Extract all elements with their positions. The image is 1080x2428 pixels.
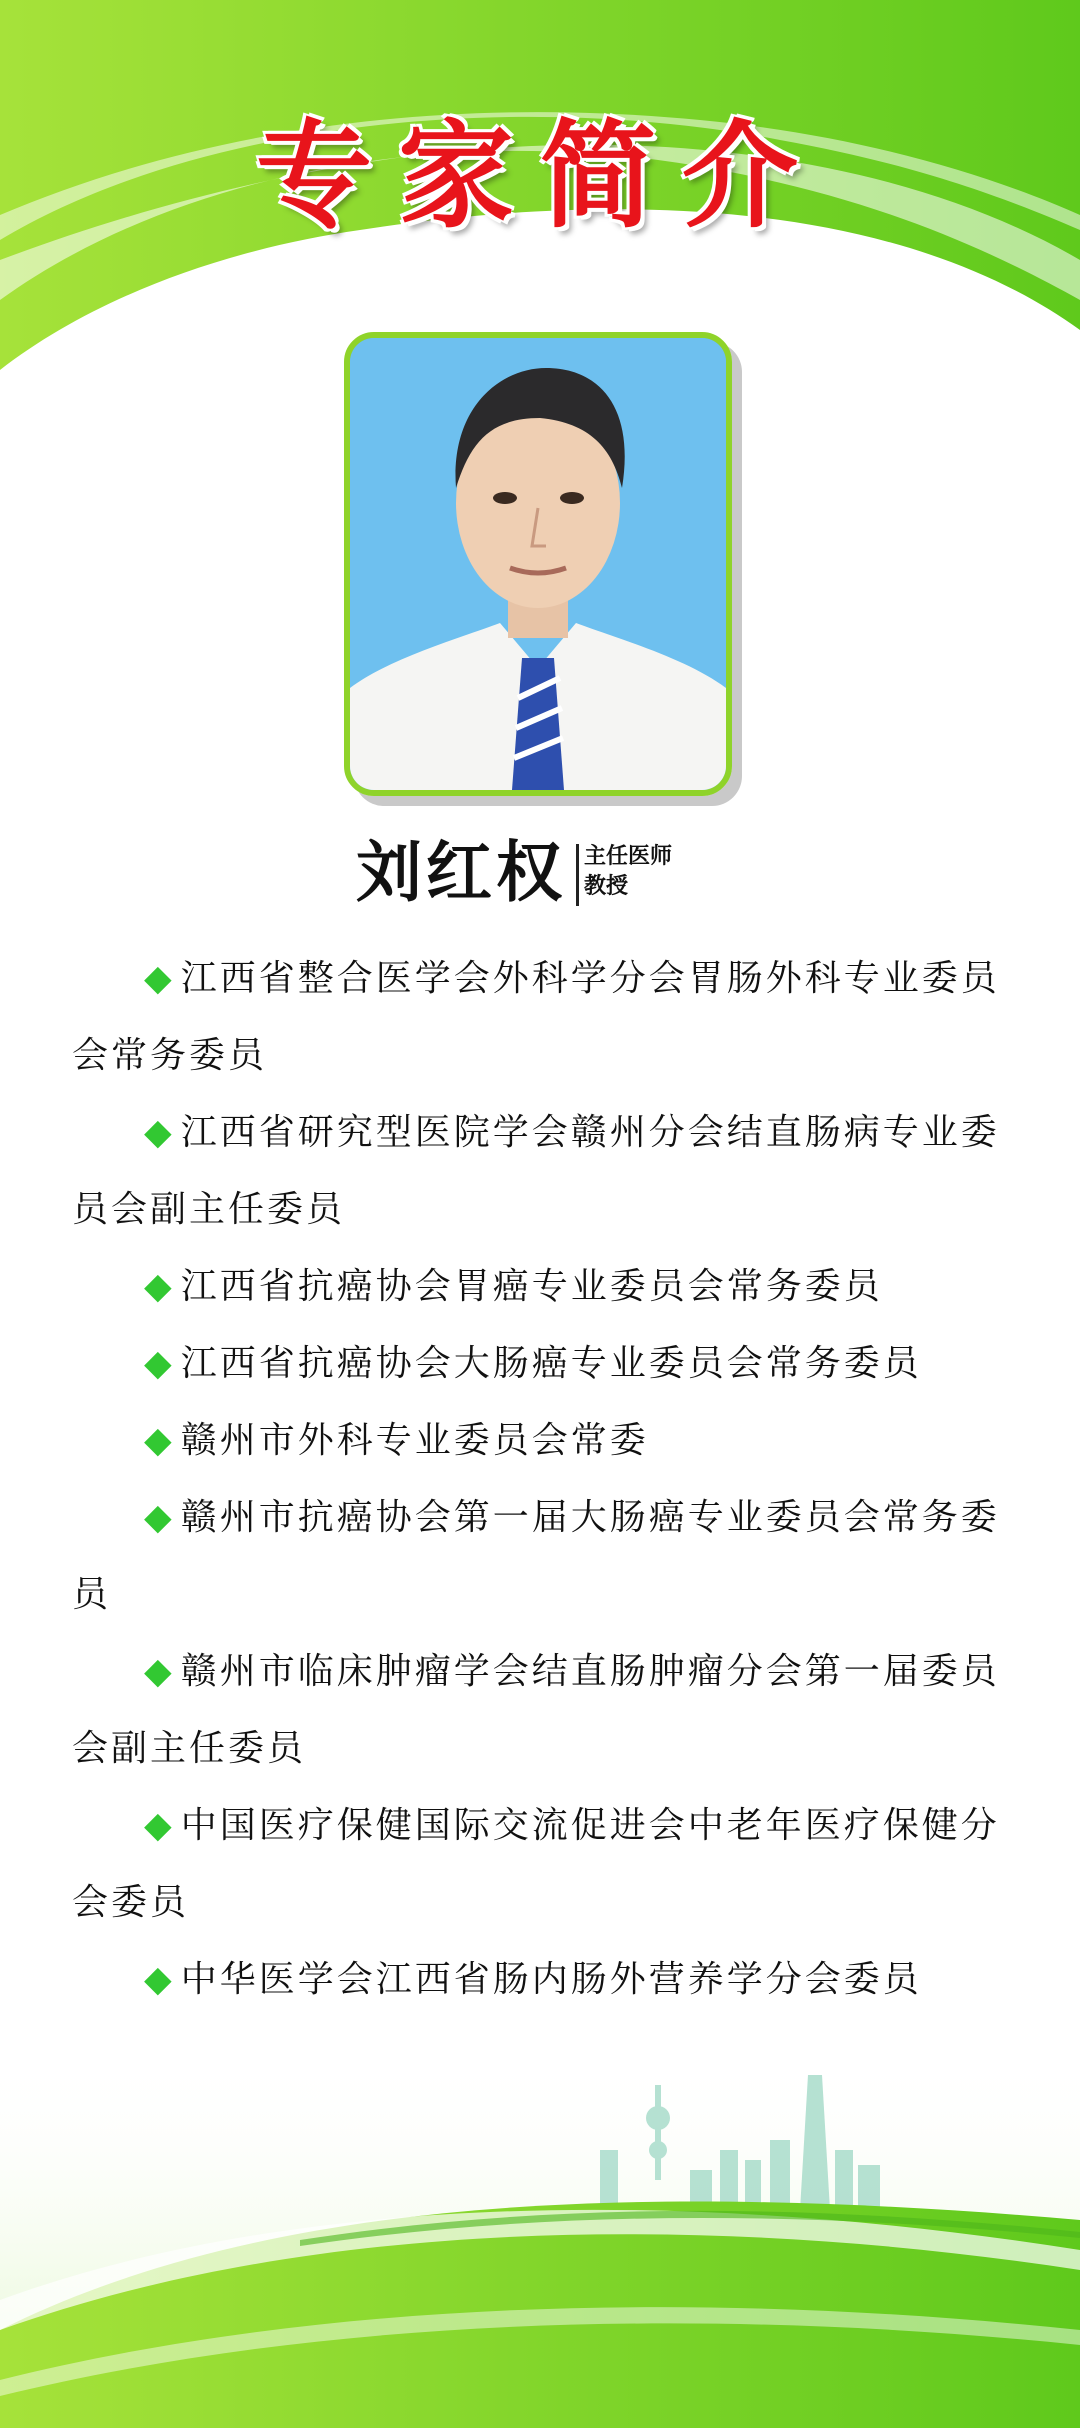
- portrait-photo: [344, 332, 732, 796]
- page-title: 专家简介: [256, 108, 824, 244]
- diamond-bullet-icon: ◆: [144, 1343, 175, 1384]
- list-item: ◆ 赣州市临床肿瘤学会结直肠肿瘤分会第一届委员会副主任委员: [72, 1633, 1016, 1787]
- diamond-bullet-icon: ◆: [144, 1420, 175, 1461]
- diamond-bullet-icon: ◆: [144, 1805, 175, 1846]
- title-chief-physician: 主任医师: [584, 844, 673, 869]
- list-item: ◆ 江西省抗癌协会胃癌专业委员会常务委员: [72, 1248, 1016, 1325]
- diamond-bullet-icon: ◆: [144, 1497, 175, 1538]
- positions-list: [72, 940, 1016, 2018]
- list-item: ◆ 江西省抗癌协会大肠癌专业委员会常务委员: [72, 1325, 1016, 1402]
- list-item: ◆ 江西省研究型医院学会赣州分会结直肠病专业委员会副主任委员: [72, 1094, 1016, 1248]
- list-item: ◆ 赣州市外科专业委员会常委: [72, 1402, 1016, 1479]
- diamond-bullet-icon: ◆: [144, 958, 175, 999]
- diamond-bullet-icon: ◆: [144, 1651, 175, 1692]
- portrait-illustration: [350, 338, 726, 790]
- expert-name: 刘红权: [356, 833, 566, 911]
- name-divider: [576, 844, 579, 906]
- expert-titles: [584, 842, 672, 902]
- list-item: ◆ 赣州市抗癌协会第一届大肠癌专业委员会常务委员: [72, 1479, 1016, 1633]
- title-professor: 教授: [584, 874, 629, 899]
- list-item: ◆ 江西省整合医学会外科学分会胃肠外科专业委员会常务委员: [72, 940, 1016, 1094]
- diamond-bullet-icon: ◆: [144, 1112, 175, 1153]
- list-item: ◆ 中国医疗保健国际交流促进会中老年医疗保健分会委员: [72, 1787, 1016, 1941]
- list-item: ◆ 中华医学会江西省肠内肠外营养学分会委员: [72, 1941, 1016, 2018]
- diamond-bullet-icon: ◆: [144, 1266, 175, 1307]
- diamond-bullet-icon: ◆: [144, 1959, 175, 2000]
